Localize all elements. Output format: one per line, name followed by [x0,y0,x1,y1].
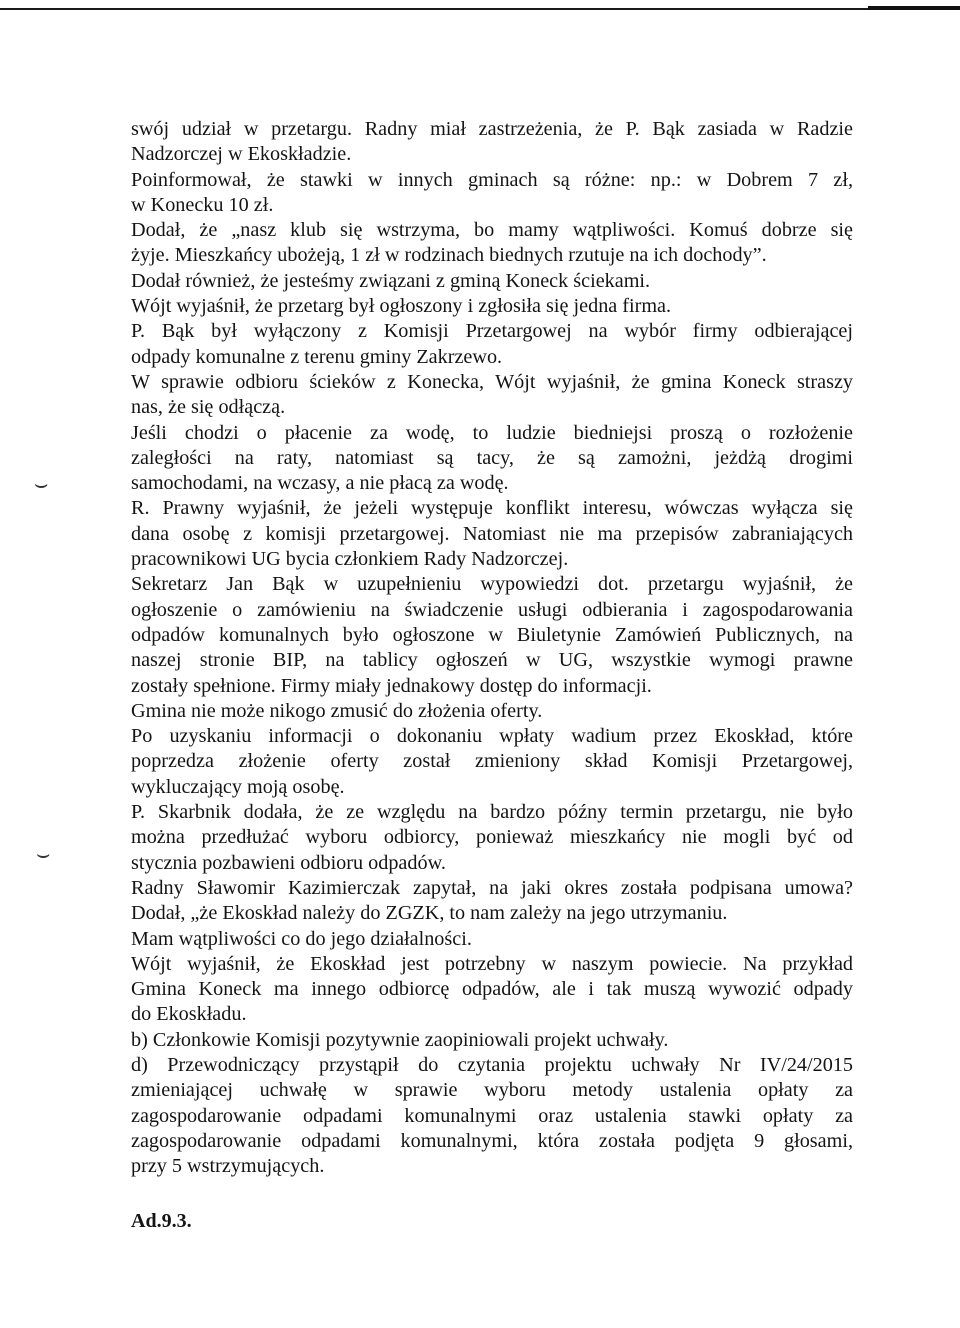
text-line: odpadów komunalnych było ogłoszone w Biuletynie Zamówień Publicznych, na [131,623,853,646]
text-line: Nadzorczej w Ekoskładzie. [131,143,352,166]
text-line: wykluczający moją osobę. [131,775,345,798]
text-line: Dodał, że „nasz klub się wstrzyma, bo mamy wątpliwości. Komuś dobrze się [131,219,853,242]
text-line: Wójt wyjaśnił, że przetarg był ogłoszony i zgłosiła się jedna firma. [131,295,672,318]
text-line: zmieniającej uchwałę w sprawie wyboru metody ustalenia opłaty za [131,1079,853,1102]
text-line: Jeśli chodzi o płacenie za wodę, to ludzie biedniejsi proszą o rozłożenie [131,421,853,444]
text-line: Radny Sławomir Kazimierczak zapytał, na jaki okres została podpisana umowa? [131,876,853,899]
margin-tick-mark: ⌣ [36,842,51,867]
text-line: Po uzyskaniu informacji o dokonaniu wpłaty wadium przez Ekoskład, które [131,725,853,748]
text-line: zagospodarowanie odpadami komunalnymi, która została podjęta 9 głosami, [131,1129,853,1152]
top-scan-rule [0,8,960,10]
text-line: przy 5 wstrzymujących. [131,1155,325,1178]
text-line: ogłoszenie o zamówieniu na świadczenie usługi odbierania i zagospodarowania [131,598,853,621]
text-line: nas, że się odłączą. [131,396,286,419]
text-line: Poinformował, że stawki w innych gminach są różne: np.: w Dobrem 7 zł, [131,168,853,191]
text-line: P. Bąk był wyłączony z Komisji Przetargowej na wybór firmy odbierającej [131,320,853,343]
document-body [131,117,853,1179]
text-line: W sprawie odbioru ścieków z Konecka, Wójt wyjaśnił, że gmina Koneck straszy [131,370,853,393]
text-line: zaległości na raty, natomiast są tacy, że są zamożni, jeżdżą drogimi [131,446,853,469]
text-line: odpady komunalne z terenu gminy Zakrzewo. [131,345,503,368]
text-line: naszej stronie BIP, na tablicy ogłoszeń w UG, wszystkie wymogi prawne [131,649,853,672]
text-line: zostały spełnione. Firmy miały jednakowy dostęp do informacji. [131,674,652,697]
text-line: pracownikowi UG bycia członkiem Rady Nadzorczej. [131,548,569,571]
text-line: Dodał, „że Ekoskład należy do ZGZK, to nam zależy na jego utrzymaniu. [131,902,728,925]
text-line: swój udział w przetargu. Radny miał zastrzeżenia, że P. Bąk zasiada w Radzie [131,118,853,140]
margin-tick-mark: ⌣ [34,472,49,497]
text-line: Dodał również, że jesteśmy związani z gminą Koneck ściekami. [131,269,651,292]
text-line: d) Przewodniczący przystąpił do czytania projektu uchwały Nr IV/24/2015 [131,1053,853,1076]
text-line: dana osobę z komisji przetargowej. Natomiast nie ma przepisów zabraniających [131,522,853,545]
text-line: do Ekoskładu. [131,1003,247,1026]
text-line: samochodami, na wczasy, a nie płacą za wodę. [131,472,509,495]
text-line: można przedłużać wyboru odbiorcy, ponieważ mieszkańcy nie mogli być od [131,826,853,849]
text-line: Gmina Koneck ma innego odbiorcę odpadów, ale i tak muszą wywozić odpady [131,978,853,1001]
text-line: P. Skarbnik dodała, że ze względu na bardzo późny termin przetargu, nie było [131,801,853,824]
top-scan-rule-corner [868,6,960,10]
text-line: b) Członkowie Komisji pozytywnie zaopiniowali projekt uchwały. [131,1028,669,1051]
text-line: w Konecku 10 zł. [131,193,274,216]
text-line: Gmina nie może nikogo zmusić do złożenia oferty. [131,699,543,722]
text-line: poprzedza złożenie oferty został zmieniony skład Komisji Przetargowej, [131,750,853,773]
section-heading: Ad.9.3. [131,1210,192,1232]
text-line: zagospodarowanie odpadami komunalnymi oraz ustalenia stawki opłaty za [131,1104,853,1127]
text-line: R. Prawny wyjaśnił, że jeżeli występuje konflikt interesu, wówczas wyłącza się [131,497,853,520]
text-line: Mam wątpliwości co do jego działalności. [131,927,472,950]
text-line: stycznia pozbawieni odbioru odpadów. [131,851,446,874]
text-line: żyje. Mieszkańcy ubożeją, 1 zł w rodzinach biednych rzutuje na ich dochody”. [131,244,767,267]
text-line: Wójt wyjaśnił, że Ekoskład jest potrzebny w naszym powiecie. Na przykład [131,952,853,975]
text-line: Sekretarz Jan Bąk w uzupełnieniu wypowiedzi dot. przetargu wyjaśnił, że [131,573,853,596]
